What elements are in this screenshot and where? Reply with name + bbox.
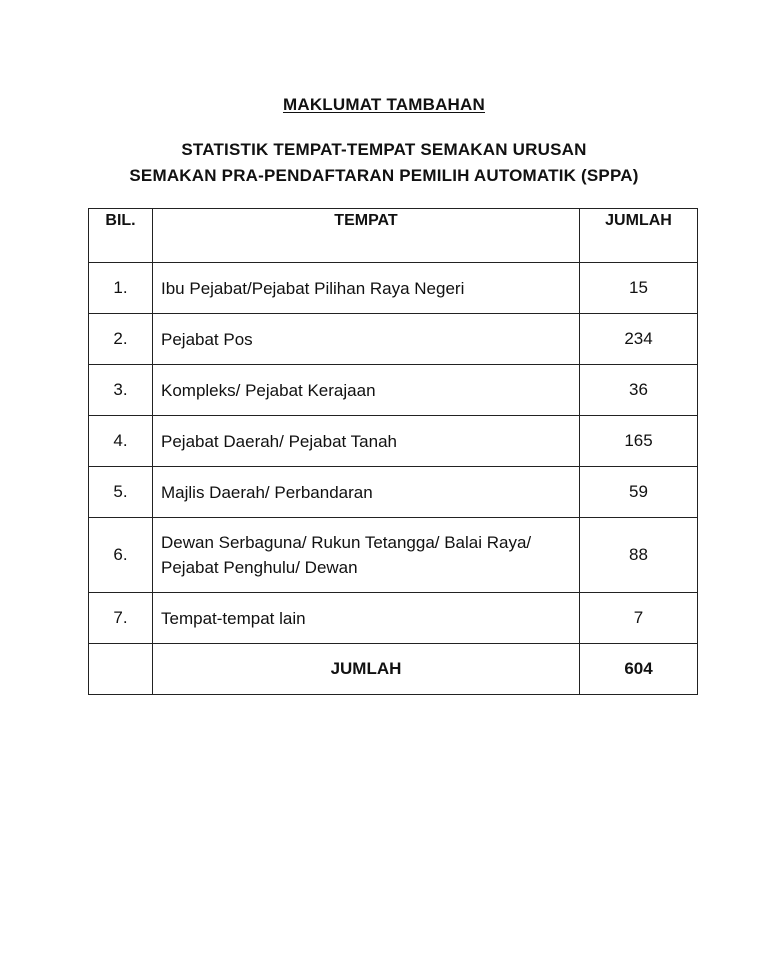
cell-tempat: Kompleks/ Pejabat Kerajaan (153, 365, 580, 416)
cell-bil: 4. (89, 416, 153, 467)
table-row (89, 314, 698, 365)
cell-bil: 5. (89, 467, 153, 518)
total-label: JUMLAH (153, 644, 580, 695)
cell-tempat: Ibu Pejabat/Pejabat Pilihan Raya Negeri (153, 263, 580, 314)
cell-jumlah: 36 (580, 365, 698, 416)
cell-bil: 3. (89, 365, 153, 416)
cell-tempat: Dewan Serbaguna/ Rukun Tetangga/ Balai Raya/ Pejabat Penghulu/ Dewan (153, 518, 580, 593)
document-title: MAKLUMAT TAMBAHAN (282, 95, 485, 114)
table-total-row (89, 644, 698, 695)
cell-jumlah: 165 (580, 416, 698, 467)
header-jumlah: JUMLAH (580, 209, 698, 263)
cell-jumlah: 234 (580, 314, 698, 365)
cell-bil: 7. (89, 593, 153, 644)
cell-tempat: Tempat-tempat lain (153, 593, 580, 644)
table-row (89, 365, 698, 416)
cell-tempat: Majlis Daerah/ Perbandaran (153, 467, 580, 518)
cell-jumlah: 59 (580, 467, 698, 518)
cell-tempat: Pejabat Pos (153, 314, 580, 365)
table-row (89, 518, 698, 593)
table-row (89, 263, 698, 314)
table-row (89, 593, 698, 644)
cell-bil: 6. (89, 518, 153, 593)
table-row (89, 467, 698, 518)
table-row (89, 416, 698, 467)
document-subtitle-line-1: STATISTIK TEMPAT-TEMPAT SEMAKAN URUSAN (181, 140, 587, 159)
table-header-row (89, 209, 698, 263)
header-bil: BIL. (89, 209, 153, 263)
cell-jumlah: 7 (580, 593, 698, 644)
cell-empty (89, 644, 153, 695)
cell-bil: 1. (89, 263, 153, 314)
cell-jumlah: 15 (580, 263, 698, 314)
cell-jumlah: 88 (580, 518, 698, 593)
document-subtitle-line-2: SEMAKAN PRA-PENDAFTARAN PEMILIH AUTOMATIK (SPPA) (129, 166, 639, 185)
cell-bil: 2. (89, 314, 153, 365)
statistics-table (88, 208, 698, 695)
header-tempat: TEMPAT (153, 209, 580, 263)
total-value: 604 (580, 644, 698, 695)
cell-tempat: Pejabat Daerah/ Pejabat Tanah (153, 416, 580, 467)
